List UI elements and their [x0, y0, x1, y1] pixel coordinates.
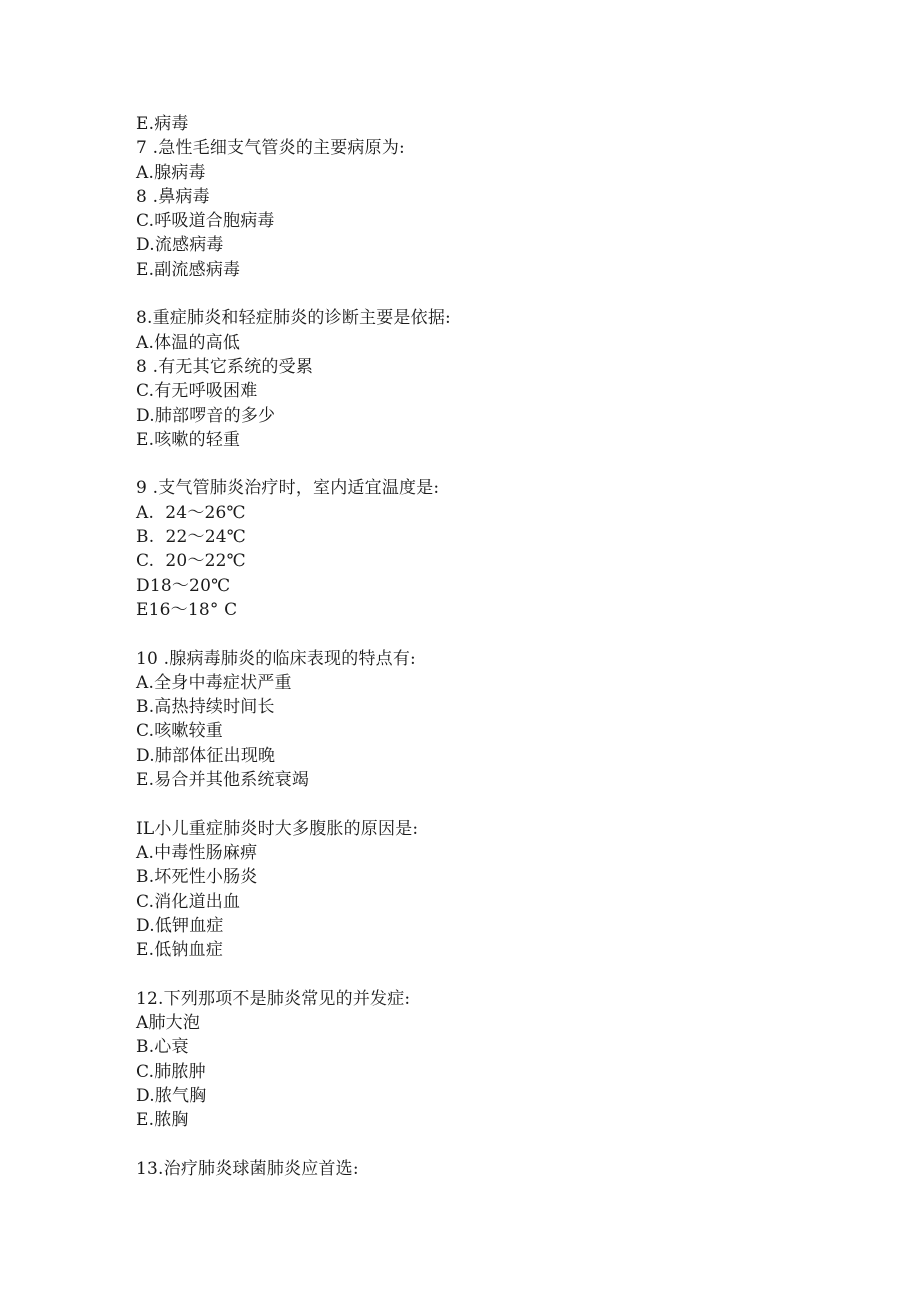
option-d: D18～20℃ [136, 575, 231, 596]
question-text: IL小儿重症肺炎时大多腹胀的原因是: [136, 818, 419, 839]
option-c: C.呼吸道合胞病毒 [136, 211, 275, 232]
option-a: A.腺病毒 [136, 162, 206, 183]
question-7 [136, 136, 836, 282]
option-c: C. 20～22℃ [136, 551, 246, 572]
option-c: C.有无呼吸困难 [136, 381, 258, 402]
option-b: B.心衰 [136, 1037, 189, 1058]
option-b: B.高热持续时间长 [136, 697, 275, 718]
option-b: B. 22～24℃ [136, 527, 246, 548]
question-list [136, 112, 836, 1181]
question-tail [136, 112, 836, 136]
option-e: E.病毒 [136, 114, 189, 134]
question-text: 7 .急性毛细支气管炎的主要病原为: [136, 138, 405, 159]
option-d: D.脓气胸 [136, 1085, 207, 1106]
question-9 [136, 476, 836, 622]
option-c: C.咳嗽较重 [136, 721, 224, 742]
option-e: E16～18° C [136, 599, 238, 620]
option-d: D.流感病毒 [136, 235, 224, 256]
question-10 [136, 647, 836, 793]
question-text: 9 .支气管肺炎治疗时，室内适宜温度是: [136, 478, 440, 499]
option-a: A. 24～26℃ [136, 502, 246, 523]
option-e: E.易合并其他系统衰竭 [136, 770, 310, 791]
spacer [136, 282, 836, 306]
option-d: D.肺部啰音的多少 [136, 405, 276, 426]
option-b: 8 .鼻病毒 [136, 186, 210, 207]
option-b: B.坏死性小肠炎 [136, 867, 258, 888]
question-11 [136, 817, 836, 963]
spacer [136, 1132, 836, 1156]
option-a: A肺大泡 [136, 1012, 201, 1033]
spacer [136, 962, 836, 986]
option-e: E.咳嗽的轻重 [136, 429, 241, 450]
question-8 [136, 306, 836, 452]
question-text: 13.治疗肺炎球菌肺炎应首选: [136, 1158, 359, 1179]
question-13 [136, 1157, 836, 1181]
question-text: 12.下列那项不是肺炎常见的并发症: [136, 988, 411, 1009]
spacer [136, 792, 836, 816]
option-b: 8 .有无其它系统的受累 [136, 356, 314, 377]
option-e: E.低钠血症 [136, 940, 224, 961]
spacer [136, 622, 836, 646]
option-a: A.中毒性肠麻痹 [136, 842, 258, 863]
option-a: A.体温的高低 [136, 332, 241, 353]
option-e: E.脓胸 [136, 1110, 189, 1131]
option-d: D.低钾血症 [136, 915, 224, 936]
question-text: 10 .腺病毒肺炎的临床表现的特点有: [136, 648, 416, 669]
question-text: 8.重症肺炎和轻症肺炎的诊断主要是依据: [136, 308, 451, 329]
option-a: A.全身中毒症状严重 [136, 672, 292, 693]
spacer [136, 452, 836, 476]
option-c: C.肺脓肿 [136, 1061, 206, 1082]
option-e: E.副流感病毒 [136, 259, 241, 280]
question-12 [136, 987, 836, 1133]
option-c: C.消化道出血 [136, 891, 241, 912]
option-d: D.肺部体征出现晚 [136, 745, 276, 766]
